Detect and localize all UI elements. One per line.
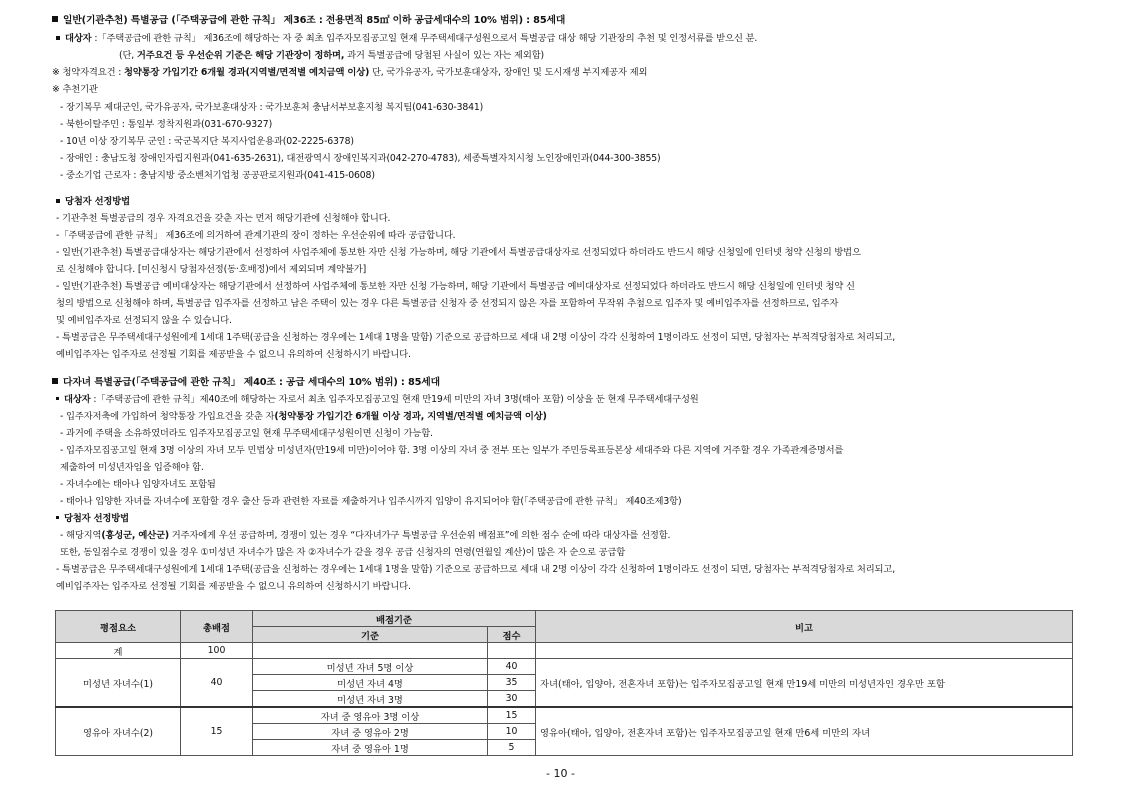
priority-score-table bbox=[55, 610, 1073, 756]
section1-qualification: ※ 청약자격요건 : 청약통장 가입기간 6개월 경과(지역별/면적별 예치금액 이상) 단, 국가유공자, 국가보훈대상자, 장애인 및 도시재생 부지제공자 제외 bbox=[52, 67, 648, 78]
header-criteria: 기준 bbox=[253, 627, 488, 643]
header-total: 총배점 bbox=[181, 611, 253, 643]
square-bullet-icon bbox=[56, 199, 60, 203]
section1-heading: 일반(기관추천) 특별공급 (「주택공급에 관한 규칙」 제36조 : 전용면적 85㎡ 이하 공급세대수의 10% 범위) : 85세대 bbox=[52, 14, 565, 27]
section2-heading: 다자녀 특별공급(「주택공급에 관한 규칙」 제40조 : 공급 세대수의 10% 범위) : 85세대 bbox=[52, 376, 440, 389]
selection-line: 로 신청해야 합니다. [미신청시 당첨자선정(동·호배정)에서 제외되며 계약불가] bbox=[56, 264, 367, 275]
total-cell: 40 bbox=[181, 659, 253, 708]
selection-line: 예비입주자는 입주자로 선정될 기회를 제공받을 수 없으니 유의하여 신청하시기 바랍니다. bbox=[56, 581, 411, 592]
selection-line: 및 예비입주자로 선정되지 않을 수 있습니다. bbox=[56, 315, 232, 326]
criteria-cell: 자녀 중 영유아 3명 이상 bbox=[253, 707, 488, 724]
agency-item: - 장애인 : 충남도청 장애인자립지원과(041-635-2631), 대전광역시 장애인복지과(042-270-4783), 세종특별자치시청 노인장애인과(044-300-3855) bbox=[60, 153, 661, 164]
section2-target: 대상자 :「주택공급에 관한 규칙」제40조에 해당하는 자로서 최초 입주자모집공고일 현재 만19세 미만의 자녀 3명(태아 포함) 이상을 둔 현재 무주택세대구성원 bbox=[56, 393, 699, 406]
square-bullet-icon bbox=[52, 378, 58, 384]
score-cell: 5 bbox=[488, 740, 536, 756]
selection-line: 예비입주자는 입주자로 선정될 기회를 제공받을 수 없으니 유의하여 신청하시기 바랍니다. bbox=[56, 349, 411, 360]
target-line: - 태아나 입양한 자녀를 자녀수에 포함할 경우 출산 등과 관련한 자료를 제출하거나 입주시까지 입양이 유지되어야 함(「주택공급에 관한 규칙」 제40조제3항) bbox=[60, 496, 682, 507]
total-cell: 15 bbox=[181, 707, 253, 756]
criteria-cell: 미성년 자녀 3명 bbox=[253, 691, 488, 708]
agency-item: - 북한이탈주민 : 통일부 정착지원과(031-670-9327) bbox=[60, 119, 273, 130]
selection-line: - 일반(기관추천) 특별공급대상자는 해당기관에서 선정하여 사업주체에 통보한 자만 신청 가능하며, 해당 기관에서 특별공급대상자로 선정되었다 하더라도 반드시 해당 신청일에 인터넷 청약 신청의 방법으 bbox=[56, 247, 861, 258]
section1-target-note: (단, 거주요건 등 우선순위 기준은 해당 기관장이 정하며, 과거 특별공급에 당첨된 사실이 있는 자는 제외함) bbox=[119, 50, 545, 61]
table-row bbox=[56, 707, 1073, 724]
table-row bbox=[56, 659, 1073, 675]
total-label: 계 bbox=[56, 643, 181, 659]
header-score: 점수 bbox=[488, 627, 536, 643]
section1-agencies-title: ※ 추천기관 bbox=[52, 84, 98, 95]
page-number: - 10 - bbox=[546, 767, 575, 780]
section1-target: 대상자 :「주택공급에 관한 규칙」 제36조에 해당하는 자 중 최초 입주자모집공고일 현재 무주택세대구성원으로서 특별공급 대상 해당 기관장의 추천 및 인정서류를 받으신 분. bbox=[56, 32, 757, 45]
score-cell: 40 bbox=[488, 659, 536, 675]
element-cell: 영유아 자녀수(2) bbox=[56, 707, 181, 756]
header-criteria-group: 배점기준 bbox=[253, 611, 536, 627]
selection-line: -「주택공급에 관한 규칙」 제36조에 의거하여 관계기관의 장이 정하는 우선순위에 따라 공급합니다. bbox=[56, 230, 456, 241]
agency-item: - 장기복무 제대군인, 국가유공자, 국가보훈대상자 : 국가보훈처 충남서부보훈지청 복지팀(041-630-3841) bbox=[60, 102, 484, 113]
criteria-cell: 미성년 자녀 4명 bbox=[253, 675, 488, 691]
selection-line: - 기관추천 특별공급의 경우 자격요건을 갖춘 자는 먼저 해당기관에 신청해야 합니다. bbox=[56, 213, 391, 224]
agency-item: - 중소기업 근로자 : 충남지방 중소벤처기업청 공공판로지원과(041-415-0608) bbox=[60, 170, 375, 181]
score-cell: 15 bbox=[488, 707, 536, 724]
score-cell: 30 bbox=[488, 691, 536, 708]
section2-selection-title: 당첨자 선정방법 bbox=[56, 512, 129, 525]
element-cell: 미성년 자녀수(1) bbox=[56, 659, 181, 708]
target-line: - 자녀수에는 태아나 입양자녀도 포함됨 bbox=[60, 479, 216, 490]
header-element: 평점요소 bbox=[56, 611, 181, 643]
remark-cell: 자녀(태아, 입양아, 전혼자녀 포함)는 입주자모집공고일 현재 만19세 미만의 미성년자인 경우만 포함 bbox=[536, 659, 1073, 708]
table-row-total bbox=[56, 643, 1073, 659]
selection-line: - 해당지역(홍성군, 예산군) 거주자에게 우선 공급하며, 경쟁이 있는 경우 “다자녀가구 특별공급 우선순위 배점표”에 의한 점수 순에 따라 대상자를 선정함. bbox=[60, 530, 671, 541]
criteria-cell: 자녀 중 영유아 2명 bbox=[253, 724, 488, 740]
criteria-cell: 자녀 중 영유아 1명 bbox=[253, 740, 488, 756]
square-bullet-icon bbox=[56, 36, 60, 40]
agency-item: - 10년 이상 장기복무 군인 : 국군복지단 복지사업운용과(02-2225-6378) bbox=[60, 136, 354, 147]
remark-cell: 영유아(태아, 입양아, 전혼자녀 포함)는 입주자모집공고일 현재 만6세 미만의 자녀 bbox=[536, 707, 1073, 756]
selection-line: - 일반(기관추천) 특별공급 예비대상자는 해당기관에서 선정하여 사업주체에 통보한 자만 신청 가능하며, 해당 기관에서 특별공급 예비대상자로 선정되었다 하더라도 반드시 해당 신청일에 인터넷 청약 신 bbox=[56, 281, 855, 292]
square-bullet-icon bbox=[52, 16, 58, 22]
target-line: - 과거에 주택을 소유하였더라도 입주자모집공고일 현재 무주택세대구성원이면 신청이 가능함. bbox=[60, 428, 433, 439]
total-value: 100 bbox=[181, 643, 253, 659]
header-remark: 비고 bbox=[536, 611, 1073, 643]
selection-line: 청의 방법으로 신청해야 하며, 특별공급 입주자를 선정하고 남은 주택이 있는 경우 다른 특별공급 신청자 중 선정되지 않은 자를 포함하여 무작위 추첨으로 입주자 및 예비입주자를 선정하므로, 입주자 bbox=[56, 298, 839, 309]
selection-line: - 특별공급은 무주택세대구성원에게 1세대 1주택(공급을 신청하는 경우에는 1세대 1명을 말함) 기준으로 공급하므로 세대 내 2명 이상이 각각 신청하여 1명이라도 선정이 되면, 당첨자는 부적격당첨자로 처리되고, bbox=[56, 332, 896, 343]
dot-bullet-icon bbox=[56, 397, 59, 400]
section1-selection-title: 당첨자 선정방법 bbox=[56, 195, 130, 208]
section2-requirement: - 입주자저축에 가입하여 청약통장 가입요건을 갖춘 자(청약통장 가입기간 6개월 이상 경과, 지역별/면적별 예치금액 이상) bbox=[60, 411, 547, 422]
dot-bullet-icon bbox=[56, 516, 59, 519]
score-cell: 10 bbox=[488, 724, 536, 740]
selection-line: - 특별공급은 무주택세대구성원에게 1세대 1주택(공급을 신청하는 경우에는 1세대 1명을 말함) 기준으로 공급하므로 세대 내 2명 이상이 각각 신청하여 1명이라도 선정이 되면, 당첨자는 부적격당첨자로 처리되고, bbox=[56, 564, 896, 575]
target-line: 제출하여 미성년자임을 입증해야 함. bbox=[60, 462, 204, 473]
selection-line: 또한, 동일점수로 경쟁이 있을 경우 ①미성년 자녀수가 많은 자 ②자녀수가 같을 경우 공급 신청자의 연령(연월일 계산)이 많은 자 순으로 공급함 bbox=[60, 547, 626, 558]
criteria-cell: 미성년 자녀 5명 이상 bbox=[253, 659, 488, 675]
score-cell: 35 bbox=[488, 675, 536, 691]
target-line: - 입주자모집공고일 현재 3명 이상의 자녀 모두 민법상 미성년자(만19세 미만)이어야 함. 3명 이상의 자녀 중 전부 또는 일부가 주민등록표등본상 세대주와 다른 지역에 거주할 경우 가족관계증명서를 bbox=[60, 445, 844, 456]
